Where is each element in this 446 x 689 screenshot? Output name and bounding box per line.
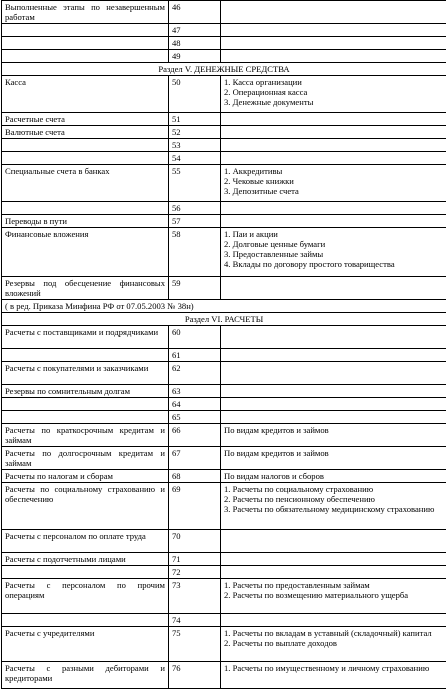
account-row	[2, 423, 446, 446]
subaccounts-cell	[221, 50, 446, 62]
subaccounts-cell	[221, 139, 446, 151]
account-name: Расчеты с учредителями	[2, 627, 169, 661]
subaccounts-cell	[221, 470, 446, 482]
account-code: 65	[169, 411, 221, 423]
account-row	[2, 348, 446, 361]
subaccounts-cell	[221, 483, 446, 529]
account-name: Касса	[2, 76, 169, 112]
account-row	[2, 410, 446, 423]
account-name: Расчеты с поставщиками и подрядчиками	[2, 326, 169, 348]
account-code: 49	[169, 50, 221, 62]
account-code: 64	[169, 398, 221, 410]
account-code: 54	[169, 152, 221, 164]
account-name: Финансовые вложения	[2, 228, 169, 276]
account-name: Специальные счета в банках	[2, 165, 169, 201]
subaccounts-cell	[221, 614, 446, 626]
account-name: Переводы в пути	[2, 215, 169, 227]
account-name	[2, 398, 169, 410]
subaccounts-cell	[221, 553, 446, 565]
account-row	[2, 613, 446, 626]
account-code: 59	[169, 277, 221, 299]
subaccounts-cell	[221, 349, 446, 361]
account-row	[2, 446, 446, 469]
account-row	[2, 227, 446, 276]
subaccounts-cell	[221, 228, 446, 276]
subaccounts-cell	[221, 385, 446, 397]
account-code: 69	[169, 483, 221, 529]
subaccounts-cell	[221, 165, 446, 201]
subaccount-item: 2. Чековые книжки	[224, 176, 294, 186]
account-code: 47	[169, 24, 221, 36]
account-row	[2, 23, 446, 36]
account-code: 62	[169, 362, 221, 384]
section-title: Раздел VI. РАСЧЕТЫ	[184, 314, 264, 324]
subaccounts-cell	[221, 398, 446, 410]
subaccounts-cell	[221, 579, 446, 613]
subaccount-item: 2. Операционная касса	[224, 87, 308, 97]
account-code: 58	[169, 228, 221, 276]
account-row	[2, 49, 446, 62]
subaccount-item: 3. Денежные документы	[224, 97, 314, 107]
subaccounts-cell	[221, 447, 446, 469]
account-row	[2, 112, 446, 125]
account-code: 53	[169, 139, 221, 151]
account-row	[2, 214, 446, 227]
account-name: Расчеты с разными дебиторами и кредиторами	[2, 662, 169, 688]
account-code: 60	[169, 326, 221, 348]
subaccounts-cell	[221, 662, 446, 688]
account-code: 48	[169, 37, 221, 49]
subaccount-item: 1. Расчеты по имущественному и личному страхованию	[224, 663, 430, 673]
account-code: 56	[169, 202, 221, 214]
account-code: 46	[169, 1, 221, 23]
subaccount-item: 2. Долговые ценные бумаги	[224, 239, 326, 249]
account-code: 55	[169, 165, 221, 201]
account-row	[2, 201, 446, 214]
account-row	[2, 325, 446, 348]
subaccounts-cell	[221, 76, 446, 112]
account-row	[2, 164, 446, 201]
account-name: Расчеты с покупателями и заказчиками	[2, 362, 169, 384]
account-name	[2, 152, 169, 164]
account-name: Расчеты с подотчетными лицами	[2, 553, 169, 565]
account-name: Резервы под обесценение финансовых вложений	[2, 277, 169, 299]
account-row	[2, 361, 446, 384]
subaccount-item: 4. Вклады по договору простого товарищества	[224, 259, 395, 269]
section-heading-row	[2, 62, 446, 75]
account-row	[2, 276, 446, 299]
subaccount-item: 3. Расчеты по обязательному медицинскому страхованию	[224, 504, 435, 514]
account-name: Расчеты с персоналом по прочим операциям	[2, 579, 169, 613]
account-code: 72	[169, 566, 221, 578]
subaccounts-cell	[221, 566, 446, 578]
account-name	[2, 24, 169, 36]
account-row	[2, 661, 446, 689]
section-heading-row	[2, 312, 446, 325]
account-code: 71	[169, 553, 221, 565]
subaccounts-cell	[221, 530, 446, 552]
account-name	[2, 50, 169, 62]
account-row	[2, 578, 446, 613]
account-row	[2, 469, 446, 482]
subaccount-item: 1. Расчеты по вкладам в уставный (складочный) капитал	[224, 628, 432, 638]
subaccount-item: По видам налогов и сборов	[224, 471, 324, 481]
subaccount-item: 2. Расчеты по пенсионному обеспечению	[224, 494, 375, 504]
account-name: Расчеты с персоналом по оплате труда	[2, 530, 169, 552]
amendment-note-row	[2, 299, 446, 312]
account-row	[2, 529, 446, 552]
account-name: Расчеты по социальному страхованию и обеспечению	[2, 483, 169, 529]
subaccount-item: 1. Касса организации	[224, 77, 302, 87]
account-name: Выполненные этапы по незавершенным работам	[2, 1, 169, 23]
subaccount-item: 1. Паи и акции	[224, 229, 278, 239]
account-code: 61	[169, 349, 221, 361]
subaccount-item: 2. Расчеты по выплате доходов	[224, 638, 337, 648]
account-code: 57	[169, 215, 221, 227]
subaccount-item: По видам кредитов и займов	[224, 448, 329, 458]
account-name	[2, 411, 169, 423]
subaccounts-cell	[221, 215, 446, 227]
account-row	[2, 626, 446, 661]
account-row	[2, 36, 446, 49]
subaccounts-cell	[221, 326, 446, 348]
subaccounts-cell	[221, 126, 446, 138]
account-row	[2, 75, 446, 112]
account-name	[2, 349, 169, 361]
account-code: 74	[169, 614, 221, 626]
account-code: 63	[169, 385, 221, 397]
account-code: 76	[169, 662, 221, 688]
subaccount-item: 1. Расчеты по социальному страхованию	[224, 484, 374, 494]
account-name	[2, 614, 169, 626]
account-row	[2, 0, 446, 23]
account-row	[2, 125, 446, 138]
subaccounts-cell	[221, 152, 446, 164]
subaccounts-cell	[221, 362, 446, 384]
account-code: 68	[169, 470, 221, 482]
account-row	[2, 552, 446, 565]
subaccount-item: 3. Предоставленные займы	[224, 249, 324, 259]
subaccount-item: По видам кредитов и займов	[224, 425, 329, 435]
account-name	[2, 566, 169, 578]
account-row	[2, 138, 446, 151]
account-name: Расчетные счета	[2, 113, 169, 125]
subaccounts-cell	[221, 202, 446, 214]
account-code: 50	[169, 76, 221, 112]
account-code: 75	[169, 627, 221, 661]
account-name: Расчеты по налогам и сборам	[2, 470, 169, 482]
subaccounts-cell	[221, 424, 446, 446]
account-name: Расчеты по краткосрочным кредитам и займам	[2, 424, 169, 446]
account-code: 51	[169, 113, 221, 125]
account-row	[2, 384, 446, 397]
subaccounts-cell	[221, 37, 446, 49]
account-code: 73	[169, 579, 221, 613]
account-code: 70	[169, 530, 221, 552]
subaccount-item: 2. Расчеты по возмещению материального ущерба	[224, 590, 409, 600]
account-name	[2, 139, 169, 151]
subaccounts-cell	[221, 113, 446, 125]
subaccounts-cell	[221, 411, 446, 423]
subaccounts-cell	[221, 277, 446, 299]
account-name	[2, 202, 169, 214]
account-row	[2, 565, 446, 578]
account-code: 67	[169, 447, 221, 469]
subaccounts-cell	[221, 627, 446, 661]
account-name: Резервы по сомнительным долгам	[2, 385, 169, 397]
subaccount-item: 3. Депозитные счета	[224, 186, 299, 196]
chart-of-accounts-table	[1, 0, 446, 689]
account-row	[2, 151, 446, 164]
account-row	[2, 397, 446, 410]
account-code: 52	[169, 126, 221, 138]
account-row	[2, 482, 446, 529]
account-code: 66	[169, 424, 221, 446]
subaccounts-cell	[221, 24, 446, 36]
section-title: Раздел V. ДЕНЕЖНЫЕ СРЕДСТВА	[158, 64, 290, 74]
account-name: Расчеты по долгосрочным кредитам и займам	[2, 447, 169, 469]
amendment-note: ( в ред. Приказа Минфина РФ от 07.05.2003 № 38н)	[5, 301, 194, 311]
account-name	[2, 37, 169, 49]
subaccounts-cell	[221, 1, 446, 23]
account-name: Валютные счета	[2, 126, 169, 138]
subaccount-item: 1. Аккредитивы	[224, 166, 283, 176]
subaccount-item: 1. Расчеты по предоставленным займам	[224, 580, 370, 590]
